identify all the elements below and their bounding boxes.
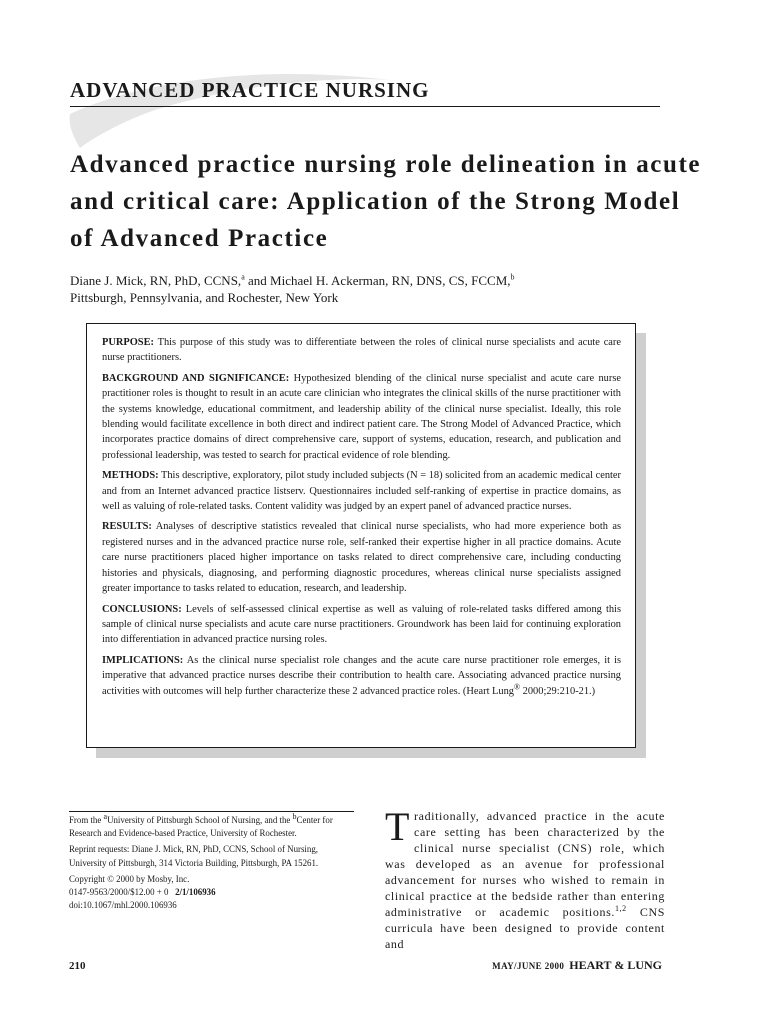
issn: 0147-9563/2000/$12.00 + 0 bbox=[69, 887, 169, 898]
results-text: Analyses of descriptive statistics revealed that clinical nurse specialists, who had more experience both as registered nurses and in the advanced practice nurse role, self-ranked their expertise higher in all practice domains. Acute care nurse practitioners placed higher importance on tasks related to direct comprehensive care, including conducting histories and physicals, diagnosing, and performing diagnostic procedures, whereas clinical nurse specialists assigned greater importance to tasks related to education, research, and leadership. bbox=[102, 521, 621, 595]
methods-text: This descriptive, exploratory, pilot study included subjects (N = 18) solicited from an academic medical center and from an Internet advanced practice listserv. Questionnaires included self-ranking of expertise in practice domains, as well as valuing of role-related tasks. Content validity was judged by an expert panel of advanced practice nurses. bbox=[102, 470, 621, 513]
methods-label: METHODS: bbox=[102, 470, 159, 482]
abstract-results bbox=[102, 519, 621, 596]
body-paragraph-2: CNS curricula have been designed to provide content and bbox=[385, 905, 665, 951]
reference-marks: 1,2 bbox=[614, 904, 627, 913]
abstract-box bbox=[86, 323, 636, 748]
author-line bbox=[70, 272, 690, 289]
section-rule bbox=[70, 106, 660, 107]
results-label: RESULTS: bbox=[102, 521, 152, 533]
implications-text: As the clinical nurse specialist role changes and the acute care nurse practitioner role emerges, it is imperative that advanced practice nurses describe their contribution to health care. Associating advanced practice nursing activities with outcomes will help further characterize these 2 advanced practice roles. (Heart Lung bbox=[102, 654, 621, 697]
affiliation-mid: University of Pittsburgh School of Nursing, and the bbox=[107, 815, 293, 825]
doi-line: doi:10.1067/mhl.2000.106936 bbox=[69, 900, 177, 911]
affiliation-pre: From the bbox=[69, 815, 104, 825]
running-footer bbox=[492, 958, 662, 973]
affiliation-a-mark: a bbox=[103, 812, 108, 822]
section-heading: ADVANCED PRACTICE NURSING bbox=[70, 78, 430, 102]
background-label: BACKGROUND AND SIGNIFICANCE: bbox=[102, 372, 290, 384]
issue-date: MAY/JUNE 2000 bbox=[492, 961, 565, 971]
copyright-line: Copyright © 2000 by Mosby, Inc. bbox=[69, 873, 190, 884]
author-2: and Michael H. Ackerman, RN, DNS, CS, FCCM, bbox=[244, 273, 511, 288]
body-text bbox=[385, 804, 665, 952]
citation-text: 2000;29:210-21.) bbox=[520, 685, 596, 697]
affiliation-post: Center for Research and Evidence-based Practice, University of Rochester. bbox=[69, 815, 333, 839]
journal-name: HEART & LUNG bbox=[569, 958, 662, 972]
purpose-text: This purpose of this study was to differentiate between the roles of clinical nurse specialists and acute care nurse practitioners. bbox=[102, 337, 621, 364]
abstract-purpose bbox=[102, 335, 621, 366]
implications-label: IMPLICATIONS: bbox=[102, 654, 184, 666]
author-1: Diane J. Mick, RN, PhD, CCNS, bbox=[70, 273, 242, 288]
registered-mark: ® bbox=[513, 682, 521, 692]
article-title: Advanced practice nursing role delineation in acute and critical care: Application of the Strong Model of Advanced Practice bbox=[70, 151, 702, 252]
abstract-implications bbox=[102, 653, 621, 699]
article-code: 2/1/106936 bbox=[175, 887, 216, 898]
page-number: 210 bbox=[69, 960, 86, 972]
body-paragraph-1: raditionally, advanced practice in the acute care setting has been characterized by the clinical nurse specialist (CNS) role, which was developed as an avenue for professional advancement for nurses who wished to remain in clinical practice at the bedside rather than entering administrative or academic positions. bbox=[385, 809, 665, 919]
author-block bbox=[70, 272, 690, 306]
issn-line bbox=[69, 886, 354, 899]
affil-b-mark: b bbox=[510, 272, 515, 282]
footnotes bbox=[69, 811, 354, 912]
conclusions-label: CONCLUSIONS: bbox=[102, 603, 182, 615]
background-text: Hypothesized blending of the clinical nurse specialist and acute care nurse practitioner roles is thought to result in an acute care clinician who integrates the clinical skills of the nurse practitioner with the systems knowledge, educational commitment, and leadership ability of the clinical nurse specialist. Ideally, this role blending would facilitate excellence in both direct and indirect patient care. The Strong Model of Advanced Practice, which incorporates practice domains of direct comprehensive care, support of systems, education, research, and publication and professional leadership, was tested to search for practical evidence of role blending. bbox=[102, 372, 621, 461]
abstract-methods bbox=[102, 468, 621, 514]
drop-cap: T bbox=[385, 804, 411, 849]
abstract-conclusions bbox=[102, 602, 621, 648]
affiliation-note bbox=[69, 814, 354, 840]
affil-a-mark: a bbox=[241, 272, 245, 282]
abstract-background bbox=[102, 371, 621, 463]
conclusions-text: Levels of self-assessed clinical expertise as well as valuing of role-related tasks differed among this sample of clinical nurse specialists and acute care nurse practitioners. Groundwork has been laid for continuing exploration into differentiation in advanced practice nursing roles. bbox=[102, 603, 621, 646]
reprint-note: Reprint requests: Diane J. Mick, RN, PhD, CCNS, School of Nursing, University of Pittsburgh, 314 Victoria Building, Pittsburgh, PA 15261. bbox=[69, 844, 319, 868]
author-location: Pittsburgh, Pennsylvania, and Rochester, New York bbox=[70, 290, 339, 305]
affiliation-b-mark: b bbox=[292, 812, 297, 822]
purpose-label: PURPOSE: bbox=[102, 337, 154, 348]
